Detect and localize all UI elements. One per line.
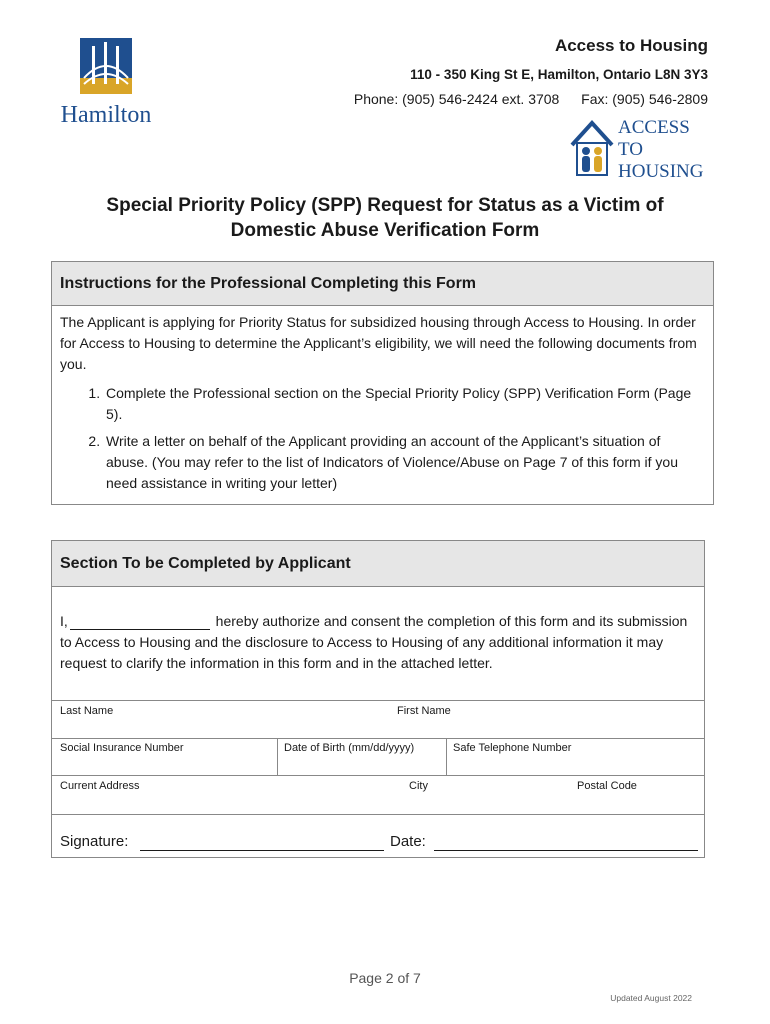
updated-date: Updated August 2022	[610, 993, 692, 1003]
org-contact	[354, 91, 708, 107]
consent-paragraph	[52, 587, 704, 674]
hamilton-logo-icon	[50, 38, 162, 130]
ath-logo-line3: HOUSING	[618, 161, 704, 181]
house-family-icon	[568, 113, 708, 181]
form-title-line1: Special Priority Policy (SPP) Request for Status as a Victim of	[106, 195, 664, 216]
date-line[interactable]	[434, 850, 698, 851]
applicant-heading: Section To be Completed by Applicant	[52, 541, 704, 587]
consent-prefix: I,	[60, 613, 68, 629]
applicant-name-blank[interactable]	[70, 615, 210, 630]
hamilton-logo	[50, 38, 162, 130]
instructions-intro: The Applicant is applying for Priority Status for subsidized housing through Access to Housing. In order for Access to Housing to determine the Applicant’s eligibility, we will need the following documents from you.	[60, 314, 697, 372]
dob-field[interactable]: Date of Birth (mm/dd/yyyy)	[284, 742, 415, 754]
ath-logo-line2: TO	[618, 139, 643, 160]
ath-logo-line1: ACCESS	[618, 117, 690, 138]
signature-label: Signature:	[60, 833, 129, 850]
instruction-item: 2. Write a letter on behalf of the Applicant providing an account of the Applicant’s situation of abuse. (You may refer to the list of Indicators of Violence/Abuse on Page 7 of this form if you need assistance in writing your letter)	[104, 431, 705, 494]
instructions-section	[51, 261, 714, 505]
instructions-body	[52, 306, 713, 494]
org-title: Access to Housing	[554, 36, 708, 55]
last-name-field[interactable]: Last Name	[60, 705, 114, 717]
applicant-section	[51, 540, 705, 858]
page-number: Page 2 of 7	[349, 970, 421, 986]
form-title	[40, 193, 730, 243]
hamilton-logo-text: Hamilton	[60, 102, 152, 128]
instruction-item: 1. Complete the Professional section on the Special Priority Policy (SPP) Verification Form (Page 5).	[104, 383, 705, 425]
org-address: 110 - 350 King St E, Hamilton, Ontario L8N 3Y3	[410, 67, 708, 82]
postal-code-field[interactable]: Postal Code	[577, 780, 637, 792]
org-phone: Phone: (905) 546-2424 ext. 3708	[353, 91, 560, 107]
date-label: Date:	[390, 833, 426, 850]
consent-text: hereby authorize and consent the completion of this form and its submission to Access to Housing and the disclosure to Access to Housing of any additional information it may request to clarify the information in this form and in the attached letter.	[60, 613, 688, 671]
instructions-heading: Instructions for the Professional Completing this Form	[52, 262, 713, 306]
city-field[interactable]: City	[409, 780, 428, 792]
sin-field[interactable]: Social Insurance Number	[60, 742, 184, 754]
access-to-housing-logo	[568, 113, 708, 181]
org-fax: Fax: (905) 546-2809	[581, 91, 708, 107]
first-name-field[interactable]: First Name	[397, 705, 451, 717]
form-title-line2: Domestic Abuse Verification Form	[230, 220, 540, 241]
instructions-list	[60, 383, 705, 494]
safe-phone-field[interactable]: Safe Telephone Number	[453, 742, 572, 754]
signature-line[interactable]	[140, 850, 384, 851]
current-address-field[interactable]: Current Address	[60, 780, 140, 792]
